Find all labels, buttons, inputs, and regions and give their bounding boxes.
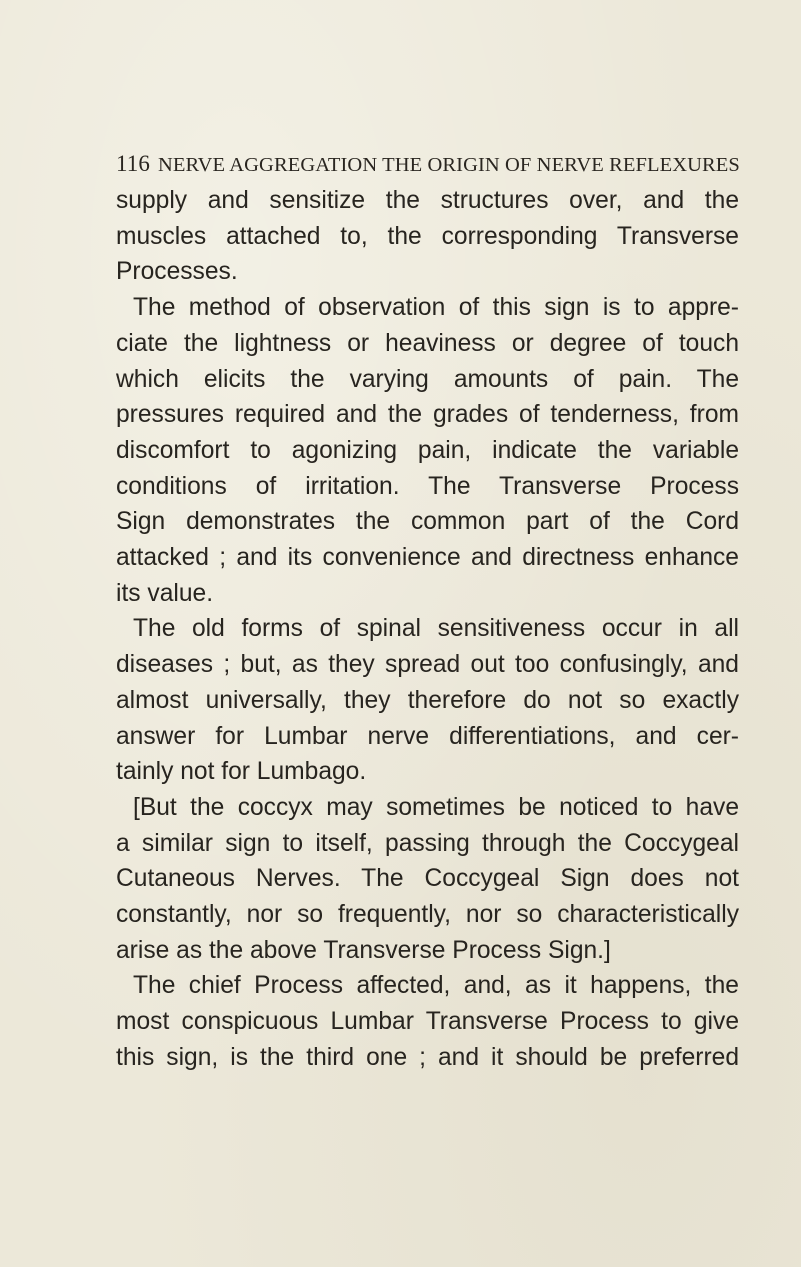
text-line: supply and sensitize the structures over, and the: [116, 187, 739, 214]
text-line: Processes.: [116, 258, 238, 286]
text-line: The old forms of spinal sensitiveness occur in all: [133, 615, 739, 643]
paragraph: [116, 968, 739, 1075]
text-line: almost universally, they therefore do not so exactly: [116, 686, 739, 714]
text-line: answer for Lumbar nerve differentiations, and cer-: [116, 722, 739, 750]
text-line: conditions of irritation. The Transverse Process: [116, 472, 739, 500]
text-line: muscles attached to, the corresponding Transverse: [116, 222, 739, 250]
text-line: most conspicuous Lumbar Transverse Process to give: [116, 1008, 739, 1036]
text-line: ciate the lightness or heaviness or degree of touch: [116, 329, 739, 357]
text-line: diseases ; but, as they spread out too confusingly, and: [116, 651, 739, 679]
text-line: its value.: [116, 579, 214, 607]
running-head-title: NERVE AGGREGATION THE ORIGIN OF NERVE REFLEXURES: [157, 154, 740, 176]
running-head: [116, 151, 756, 177]
text-line: pressures required and the grades of tenderness, from: [116, 401, 739, 429]
text-line: a similar sign to itself, passing through the Coccygeal: [116, 829, 739, 857]
text-line: this sign, is the third one ; and it should be preferred: [116, 1043, 739, 1071]
text-line: The method of observation of this sign is to appre-: [133, 294, 739, 322]
text-line: The chief Process affected, and, as it happens, the: [133, 972, 739, 1000]
page-number: 116: [116, 151, 150, 176]
text-line: [But the coccyx may sometimes be noticed to have: [133, 793, 739, 821]
body-text: [116, 183, 739, 1076]
paragraph: [116, 611, 739, 790]
paragraph: [116, 183, 739, 290]
text-line: Sign demonstrates the common part of the Cord: [116, 508, 739, 536]
text-line: tainly not for Lumbago.: [116, 758, 367, 786]
text-line: attacked ; and its convenience and directness enhance: [116, 544, 739, 572]
text-line: which elicits the varying amounts of pain. The: [116, 365, 739, 393]
text-line: arise as the above Transverse Process Sign.]: [116, 936, 611, 964]
text-line: Cutaneous Nerves. The Coccygeal Sign does not: [116, 865, 739, 893]
text-line: constantly, nor so frequently, nor so characteristically: [116, 901, 739, 929]
paragraph: [116, 790, 739, 969]
text-line: discomfort to agonizing pain, indicate the variable: [116, 436, 739, 464]
paragraph: [116, 290, 739, 611]
